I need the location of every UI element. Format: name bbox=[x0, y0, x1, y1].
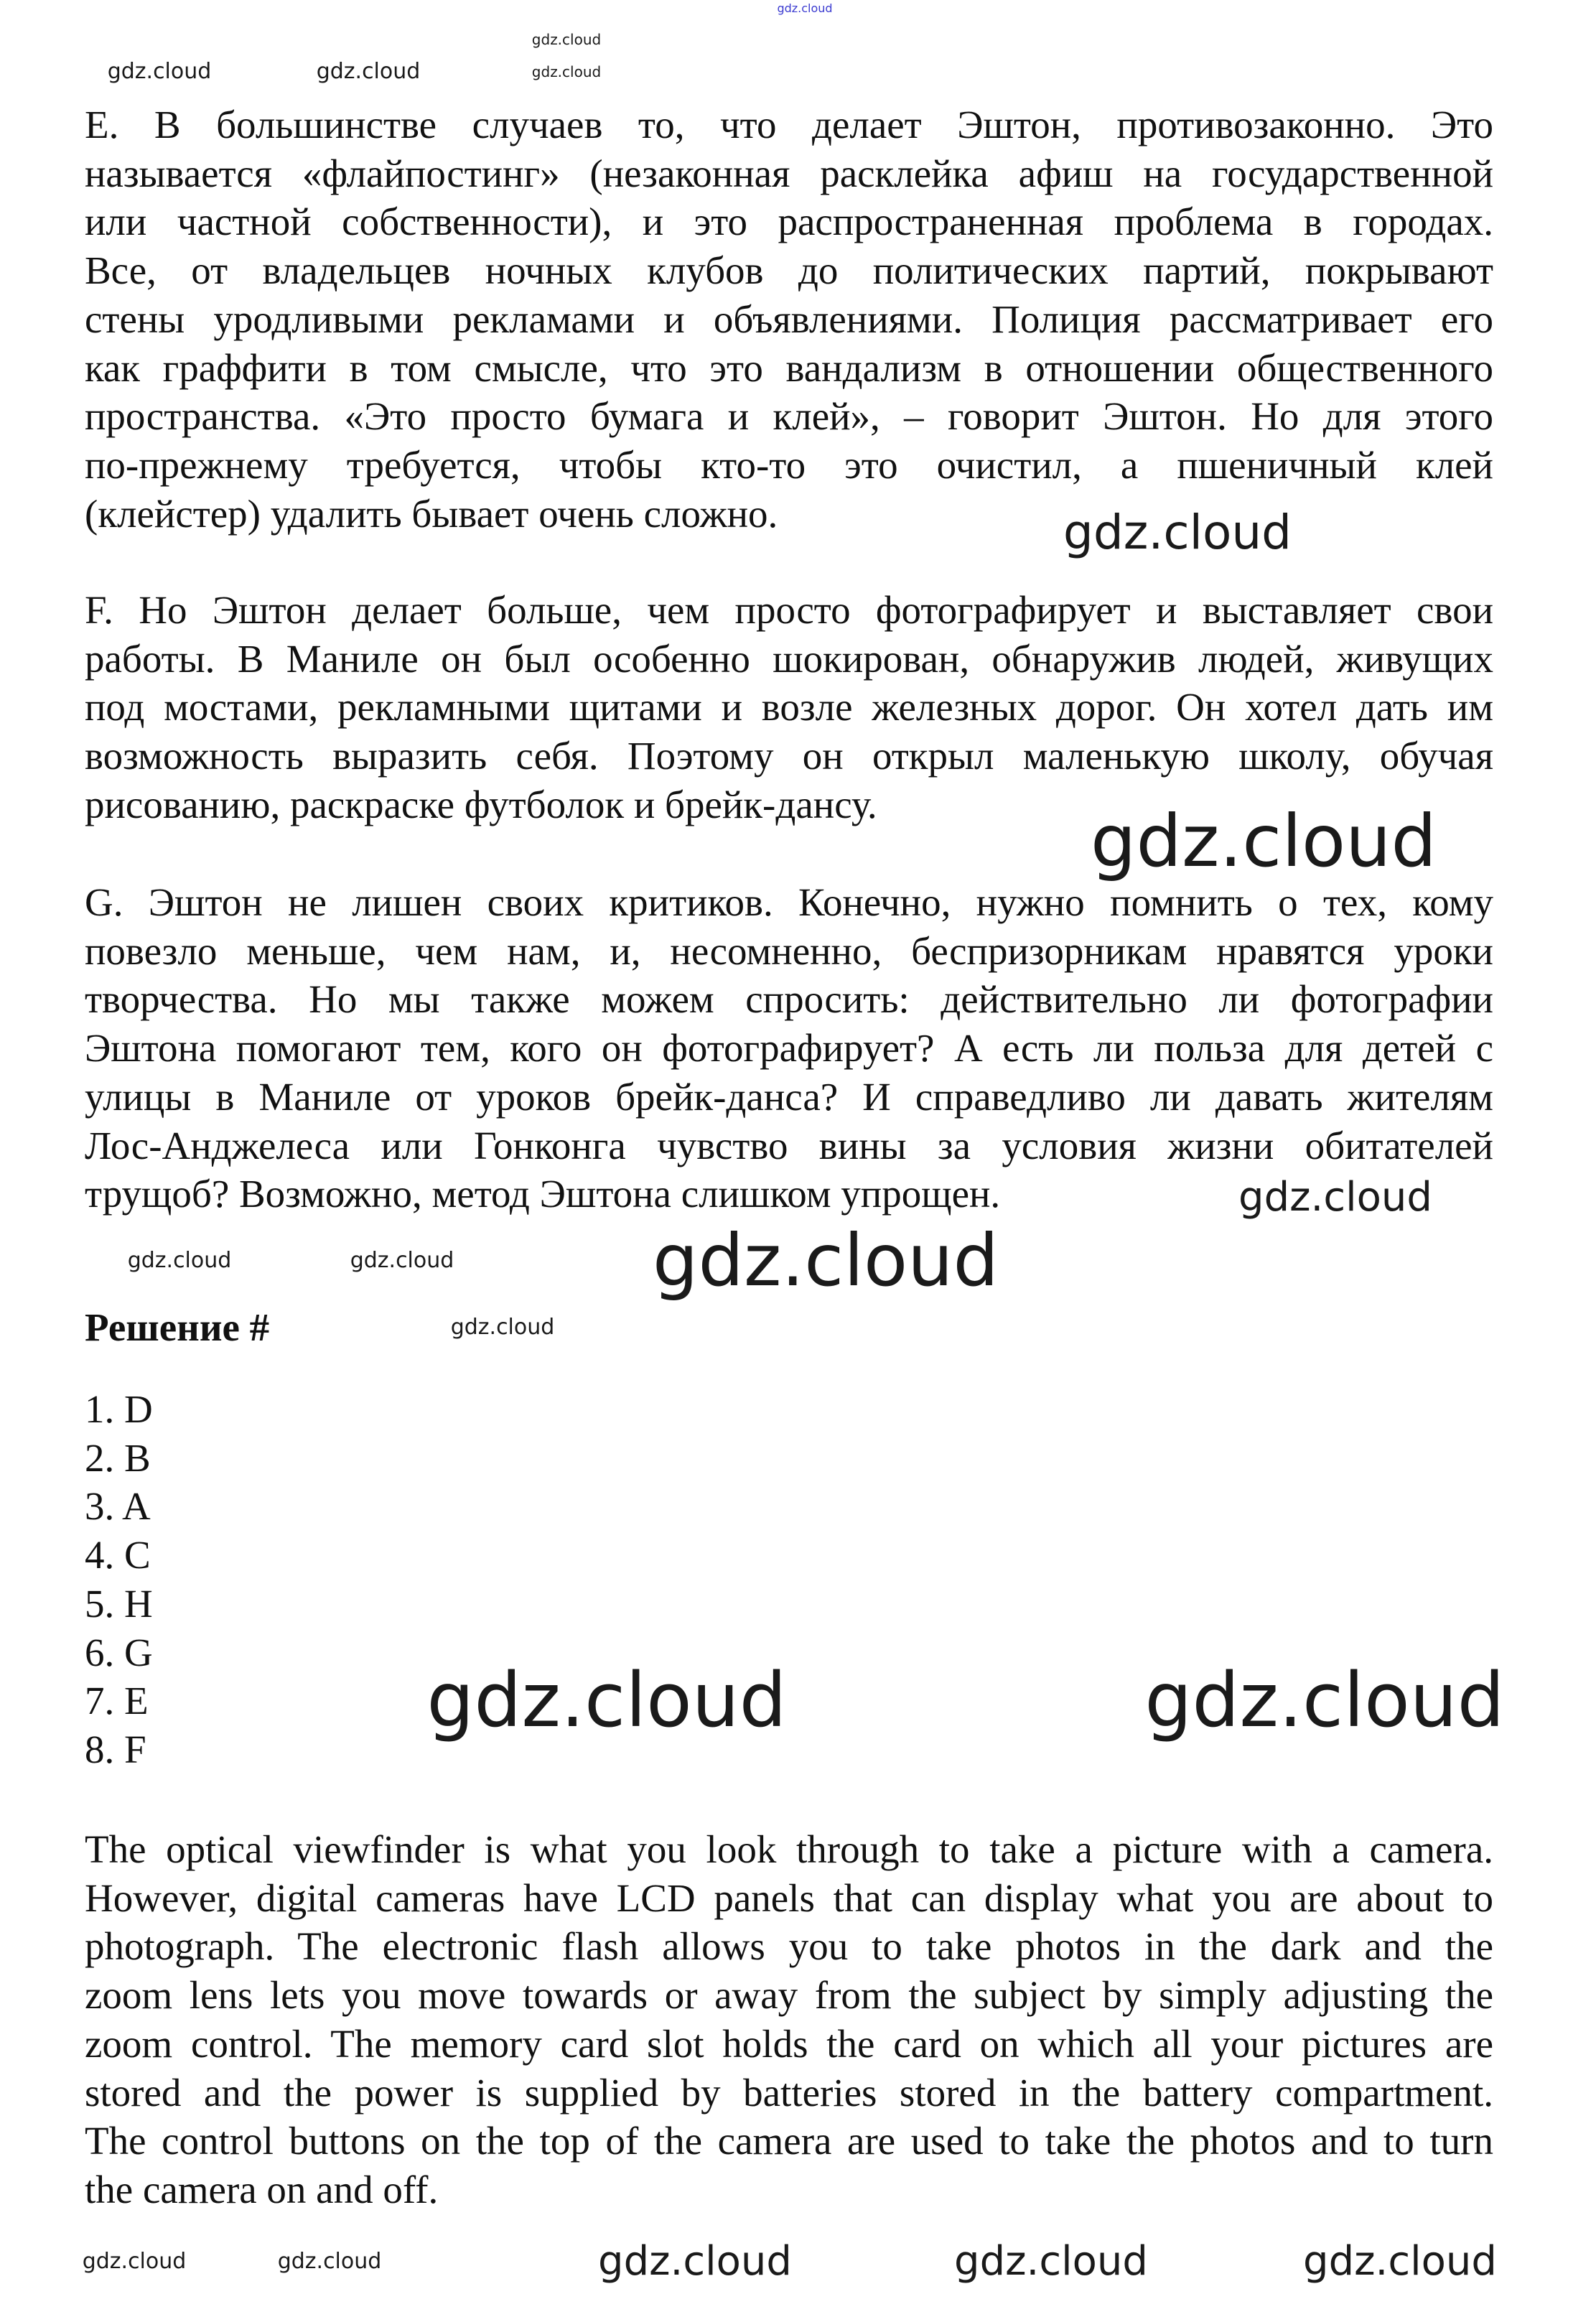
paragraph-english bbox=[85, 1825, 1493, 2214]
text-line: zoom control. The memory card slot holds the card on which all your pictures are bbox=[85, 2021, 1493, 2066]
text-line: творчества. Но мы также можем спросить: действительно ли фотографии bbox=[85, 977, 1493, 1022]
solution-heading: Решение # bbox=[85, 1305, 270, 1349]
answer-item: 1. D bbox=[85, 1387, 153, 1431]
paragraph-e bbox=[85, 101, 1493, 538]
text-line: рисованию, раскраске футболок и брейк-дансу. bbox=[85, 782, 877, 826]
watermark: gdz.cloud bbox=[1063, 505, 1292, 560]
answer-item: 6. G bbox=[85, 1630, 153, 1674]
answer-item: 8. F bbox=[85, 1727, 146, 1771]
watermark: gdz.cloud bbox=[777, 1, 833, 15]
text-line: стены уродливыми рекламами и объявлениями. Полиция рассматривает его bbox=[85, 297, 1493, 341]
answer-item: 5. H bbox=[85, 1581, 153, 1626]
text-line: повезло меньше, чем нам, и, несомненно, беспризорникам нравятся уроки bbox=[85, 928, 1493, 973]
watermark: gdz.cloud bbox=[1144, 1656, 1505, 1744]
watermark: gdz.cloud bbox=[277, 2249, 382, 2274]
text-line: как граффити в том смысле, что это вандализм в отношении общественного bbox=[85, 345, 1493, 390]
text-line: под мостами, рекламными щитами и возле железных дорог. Он хотел дать им bbox=[85, 685, 1493, 729]
text-line: улицы в Маниле от уроков брейк-данса? И справедливо ли давать жителям bbox=[85, 1074, 1493, 1119]
watermark: gdz.cloud bbox=[954, 2238, 1148, 2285]
text-line: пространства. «Это просто бумага и клей», – говорит Эштон. Но для этого bbox=[85, 394, 1493, 439]
paragraph-g bbox=[85, 878, 1493, 1221]
watermark: gdz.cloud bbox=[316, 59, 421, 84]
text-line: The optical viewfinder is what you look through to take a picture with a camera. bbox=[85, 1827, 1493, 1871]
watermark: gdz.cloud bbox=[82, 2249, 187, 2274]
text-line: E. В большинстве случаев то, что делает Эштон, противозаконно. Это bbox=[85, 103, 1493, 146]
answer-item: 4. C bbox=[85, 1533, 151, 1577]
text-line: по-прежнему требуется, чтобы кто-то это очистил, а пшеничный клей bbox=[85, 442, 1493, 487]
text-line: stored and the power is supplied by batteries stored in the battery compartment. bbox=[85, 2070, 1493, 2115]
text-line: G. Эштон не лишен своих критиков. Конечно, нужно помнить о тех, кому bbox=[85, 880, 1493, 924]
text-line: называется «флайпостинг» (незаконная расклейка афиш на государственной bbox=[85, 151, 1493, 195]
watermark: gdz.cloud bbox=[531, 63, 602, 80]
watermark: gdz.cloud bbox=[1303, 2238, 1497, 2285]
watermark: gdz.cloud bbox=[107, 59, 212, 84]
answers-list bbox=[85, 1385, 153, 1774]
text-line: F. Но Эштон делает больше, чем просто фотографирует и выставляет свои bbox=[85, 588, 1493, 632]
watermark: gdz.cloud bbox=[450, 1315, 555, 1340]
watermark: gdz.cloud bbox=[426, 1656, 787, 1744]
text-line: возможность выразить себя. Поэтому он открыл маленькую школу, обучая bbox=[85, 734, 1493, 778]
watermark: gdz.cloud bbox=[1090, 799, 1437, 883]
answer-item: 3. A bbox=[85, 1484, 151, 1529]
text-line: Эштона помогают тем, кого он фотографирует? А есть ли польза для детей с bbox=[85, 1026, 1493, 1071]
watermark: gdz.cloud bbox=[1238, 1174, 1432, 1221]
watermark: gdz.cloud bbox=[350, 1248, 454, 1273]
answer-item: 2. B bbox=[85, 1435, 151, 1480]
watermark: gdz.cloud bbox=[531, 31, 602, 48]
text-line: работы. В Маниле он был особенно шокирован, обнаружив людей, живущих bbox=[85, 636, 1493, 681]
text-line: или частной собственности), и это распространенная проблема в городах. bbox=[85, 200, 1493, 244]
watermark: gdz.cloud bbox=[127, 1248, 232, 1273]
paragraph-f bbox=[85, 586, 1493, 829]
text-line: Все, от владельцев ночных клубов до политических партий, покрывают bbox=[85, 248, 1493, 293]
watermark: gdz.cloud bbox=[598, 2238, 792, 2285]
text-line: photograph. The electronic flash allows you to take photos in the dark and the bbox=[85, 1924, 1493, 1969]
text-line: Лос-Анджелеса или Гонконга чувство вины за условия жизни обитателей bbox=[85, 1123, 1493, 1167]
text-line: The control buttons on the top of the camera are used to take the photos and to turn bbox=[85, 2119, 1493, 2163]
answer-item: 7. E bbox=[85, 1679, 149, 1723]
text-line: (клейстер) удалить бывает очень сложно. bbox=[85, 491, 778, 536]
watermark: gdz.cloud bbox=[652, 1218, 999, 1302]
text-line: zoom lens lets you move towards or away from the subject by simply adjusting the bbox=[85, 1973, 1493, 2018]
text-line: However, digital cameras have LCD panels that can display what you are about to bbox=[85, 1875, 1493, 1920]
text-line: the camera on and off. bbox=[85, 2167, 439, 2211]
text-line: трущоб? Возможно, метод Эштона слишком упрощен. bbox=[85, 1172, 1001, 1216]
